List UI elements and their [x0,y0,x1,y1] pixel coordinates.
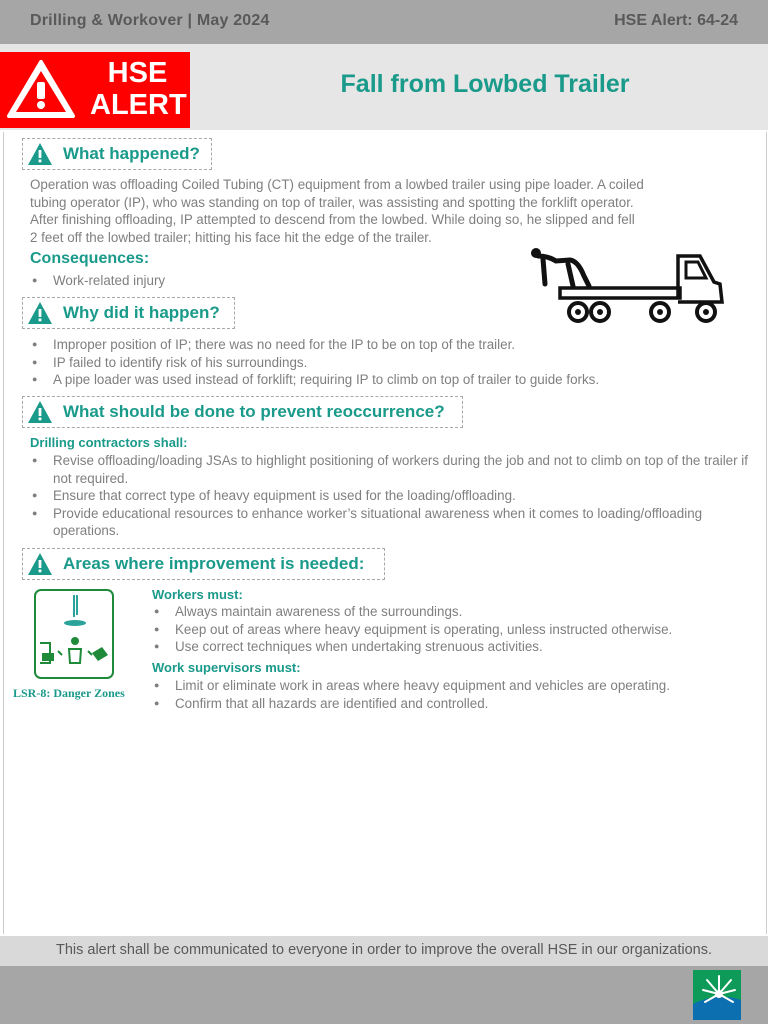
list-item: ● Provide educational resources to enhance worker’s situational awareness when it comes to loading/offloading operations. [30,505,748,540]
list-item: ● Always maintain awareness of the surroundings. [152,603,752,621]
warning-icon [6,58,76,120]
warning-icon [27,301,53,325]
list-item: ● Improper position of IP; there was no need for the IP to be on top of the trailer. [30,336,740,354]
lsr-caption: LSR-8: Danger Zones [13,686,125,700]
what-happened-text [30,176,730,246]
list-item: ● Confirm that all hazards are identified and controlled. [152,695,752,713]
company-logo [693,970,741,1020]
section-prevent-header [22,396,463,428]
footer-band [0,936,768,966]
section-why-header [22,297,235,329]
warning-icon [27,142,53,166]
text-line: After finishing offloading, IP attempted to descend from the lowbed. While doing so, he slipped and fell [30,212,635,227]
danger-zones-icon [34,589,114,679]
workers-list [152,603,752,656]
footer-message: This alert shall be communicated to everyone in order to improve the overall HSE in our organizations. [55,942,713,958]
list-item: ● Ensure that correct type of heavy equipment is used for the loading/offloading. [30,487,748,505]
section-heading: What should be done to prevent reoccurrence? [63,402,445,421]
danger-zones-pictogram [36,591,112,677]
header-department-date: Drilling & Workover | May 2024 [30,12,270,29]
list-item: ● Revise offloading/loading JSAs to highlight positioning of workers during the job and not to climb on top of the trailer if not required. [30,452,748,487]
list-item: ● IP failed to identify risk of his surroundings. [30,354,740,372]
supervisors-must-heading: Work supervisors must: [152,660,301,675]
header-bar [0,0,768,44]
text-line: tubing operator (IP), who was standing on top of trailer, was assisting and spotting the forklift operator. [30,194,634,210]
badge-line-hse: HSE [107,57,168,89]
hse-alert-badge [0,52,190,128]
list-item: ● A pipe loader was used instead of forklift; requiring IP to climb on top of trailer to guide forks. [30,371,740,389]
consequences-list [30,272,490,290]
section-heading: Areas where improvement is needed: [63,554,365,573]
warning-icon [27,400,53,424]
section-improvement-header [22,548,385,580]
list-item: ● Keep out of areas where heavy equipment is operating, unless instructed otherwise. [152,621,752,639]
header-alert-number: HSE Alert: 64-24 [614,12,738,29]
badge-line-alert: ALERT [90,89,187,121]
drilling-contractors-heading: Drilling contractors shall: [30,435,188,450]
bottom-bar [0,966,768,1024]
workers-must-heading: Workers must: [152,587,243,602]
warning-icon [27,552,53,576]
list-item: ● Limit or eliminate work in areas where heavy equipment and vehicles are operating. [152,677,752,695]
section-what-happened-header [22,138,212,170]
logo-mark [693,970,741,1020]
list-item: ● Work-related injury [30,272,490,290]
supervisors-list [152,677,752,712]
list-item: ● Use correct techniques when undertaking strenuous activities. [152,638,752,656]
why-list [30,336,740,389]
consequences-heading: Consequences: [30,250,150,267]
truck-fall-illustration [528,246,726,330]
text-line: Operation was offloading Coiled Tubing (CT) equipment from a lowbed trailer using pipe loader. A coiled [30,177,644,192]
section-heading: Why did it happen? [63,303,220,322]
prevent-list [30,452,748,540]
page-title: Fall from Lowbed Trailer [340,70,630,98]
section-heading: What happened? [63,144,200,163]
text-line: 2 feet off the lowbed trailer; hitting his face hit the edge of the trailer. [30,229,432,245]
